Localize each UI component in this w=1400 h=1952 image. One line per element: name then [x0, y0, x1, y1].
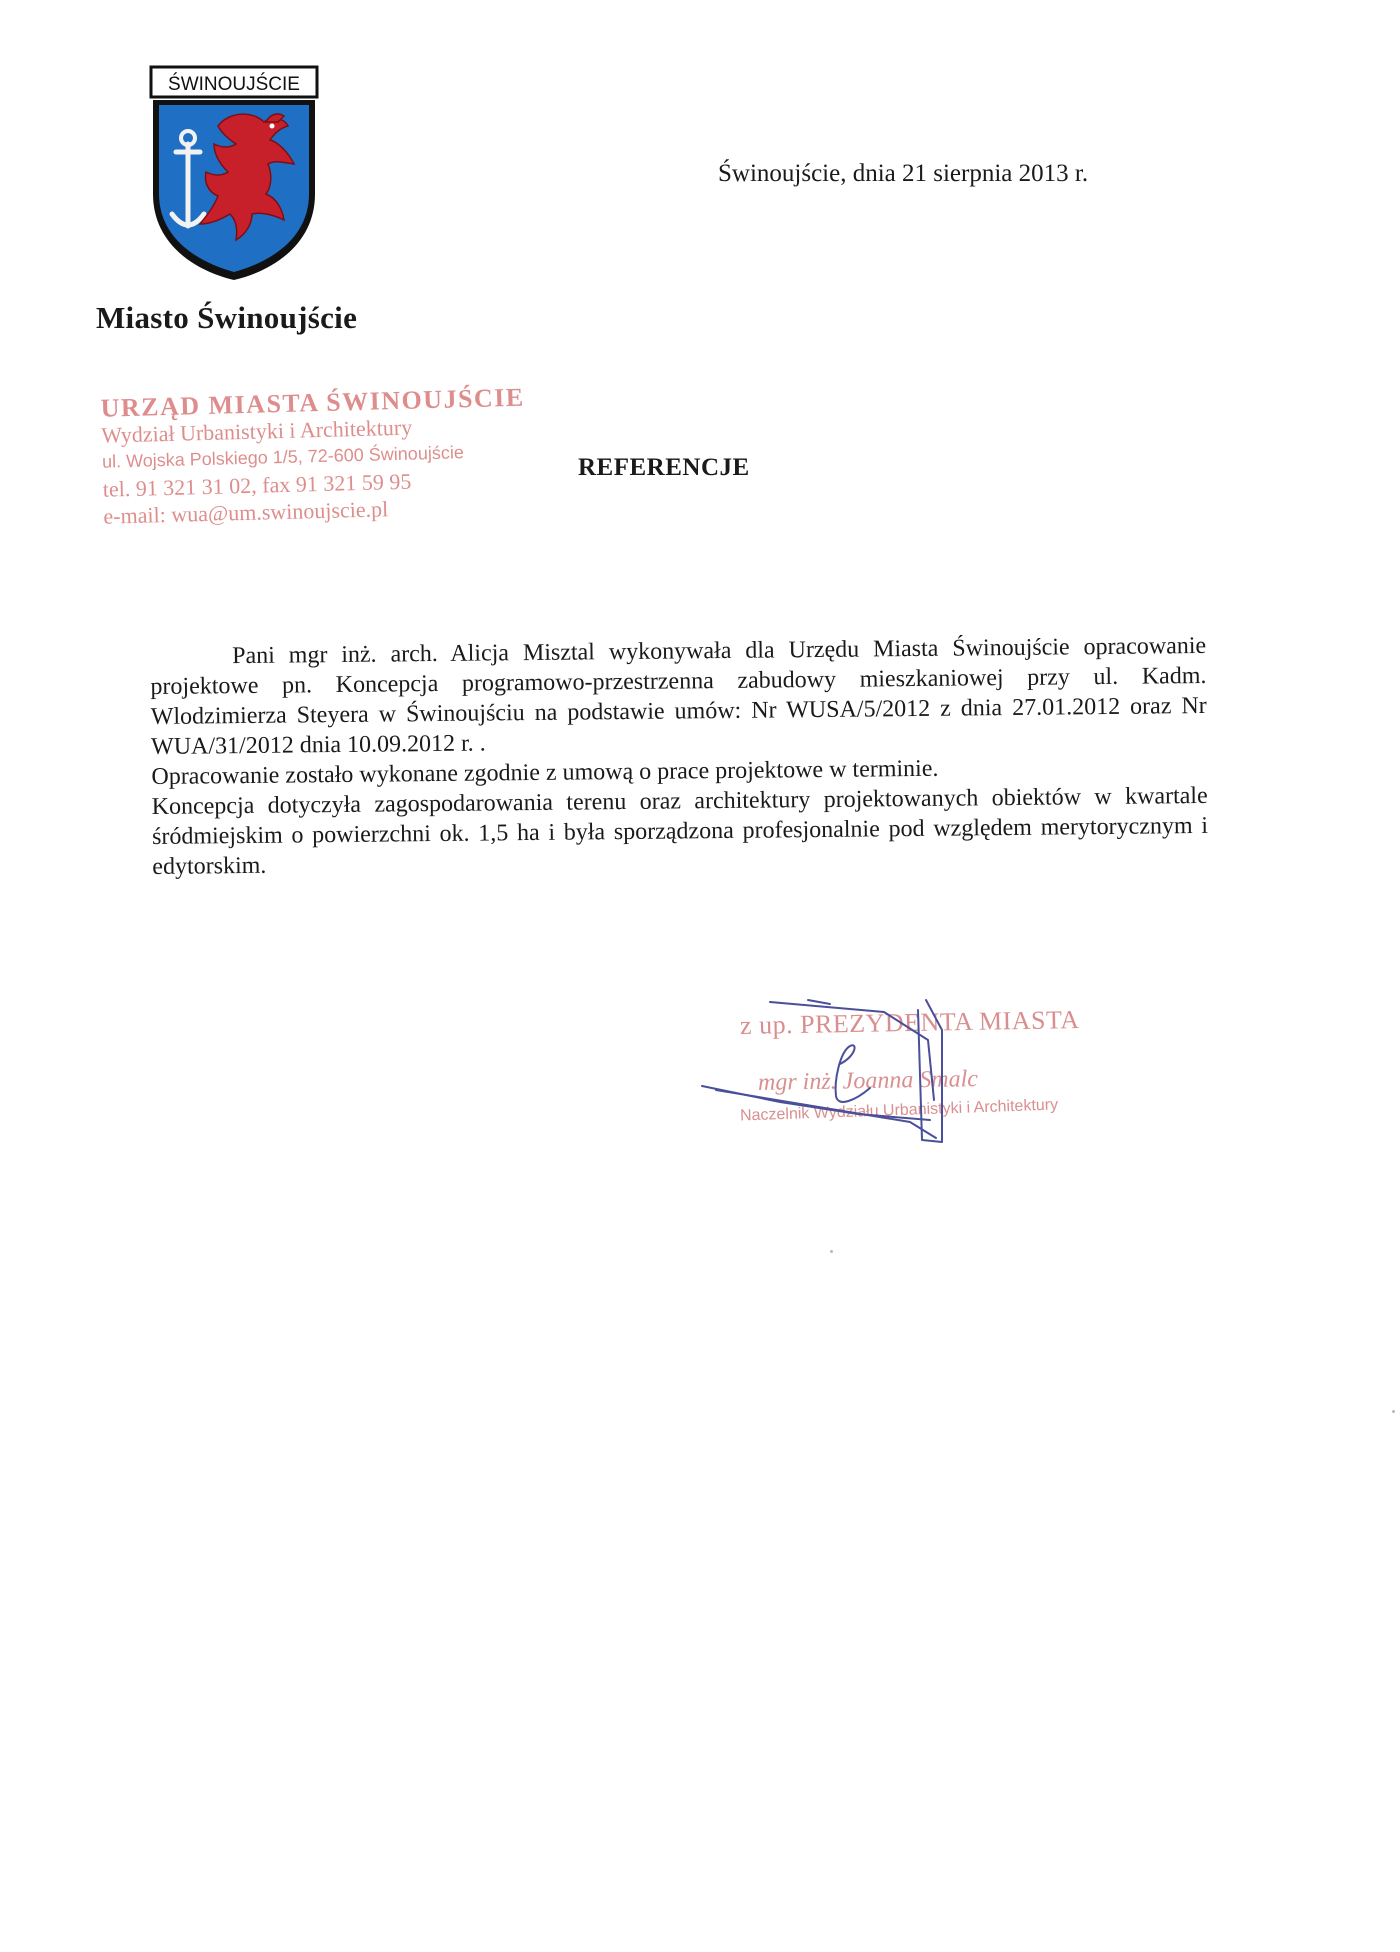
body-paragraph: Opracowanie zostało wykonane zgodnie z umową o prace projektowe w terminie.	[151, 755, 939, 790]
scan-speck	[1392, 1410, 1395, 1413]
signatory-name: mgr inż. Joanna Smalc	[757, 1066, 979, 1096]
body-paragraph: Pani mgr inż. arch. Alicja Misztal wykonywała dla Urzędu Miasta Świnoujście opracowanie projektowe pn. Koncepcja programowo-przestrzenna zabudowy mieszkaniowej przy ul. Kadm. Wlodzimierza Steyera w Świnoujściu na podstawie umów: Nr WUSA/5/2012 z dnia 27.01.2012 oraz Nr WUA/31/2012 dnia 10.09.2012 r. .	[150, 632, 1207, 760]
handwritten-signature	[680, 990, 1100, 1170]
letter-body	[150, 631, 1208, 882]
office-stamp	[100, 382, 526, 529]
date-line: Świnoujście, dnia 21 sierpnia 2013 r.	[718, 160, 1089, 187]
stamp-office-name: URZĄD MIASTA ŚWINOUJŚCIE	[100, 382, 526, 423]
city-name: Miasto Świnoujście	[96, 300, 358, 335]
crest-label: ŚWINOUJŚCIE	[168, 74, 300, 95]
city-coat-of-arms	[148, 64, 320, 284]
document-title: REFERENCJE	[578, 454, 750, 481]
stamp-address: ul. Wojska Polskiego 1/5, 72-600 Świnoujście	[101, 442, 465, 472]
stamp-email: e-mail: wua@um.swinoujscie.pl	[103, 496, 389, 529]
stamp-phone-fax: tel. 91 321 31 02, fax 91 321 59 95	[102, 468, 412, 502]
signature-stamp	[680, 990, 1100, 1170]
stamp-department: Wydział Urbanistyki i Architektury	[101, 414, 413, 448]
signature-authority: z up. PREZYDENTA MIASTA	[739, 1005, 1080, 1040]
scan-speck	[830, 1250, 833, 1253]
body-paragraph: Koncepcja dotyczyła zagospodarowania terenu oraz architektury projektowanych obiektów w kwartale śródmiejskim o powierzchni ok. 1,5 ha i była sporządzona profesjonalnie pod względem merytorycznym i edytorskim.	[151, 782, 1209, 880]
signatory-title: Naczelnik Wydziału Urbanistyki i Architektury	[739, 1096, 1059, 1125]
